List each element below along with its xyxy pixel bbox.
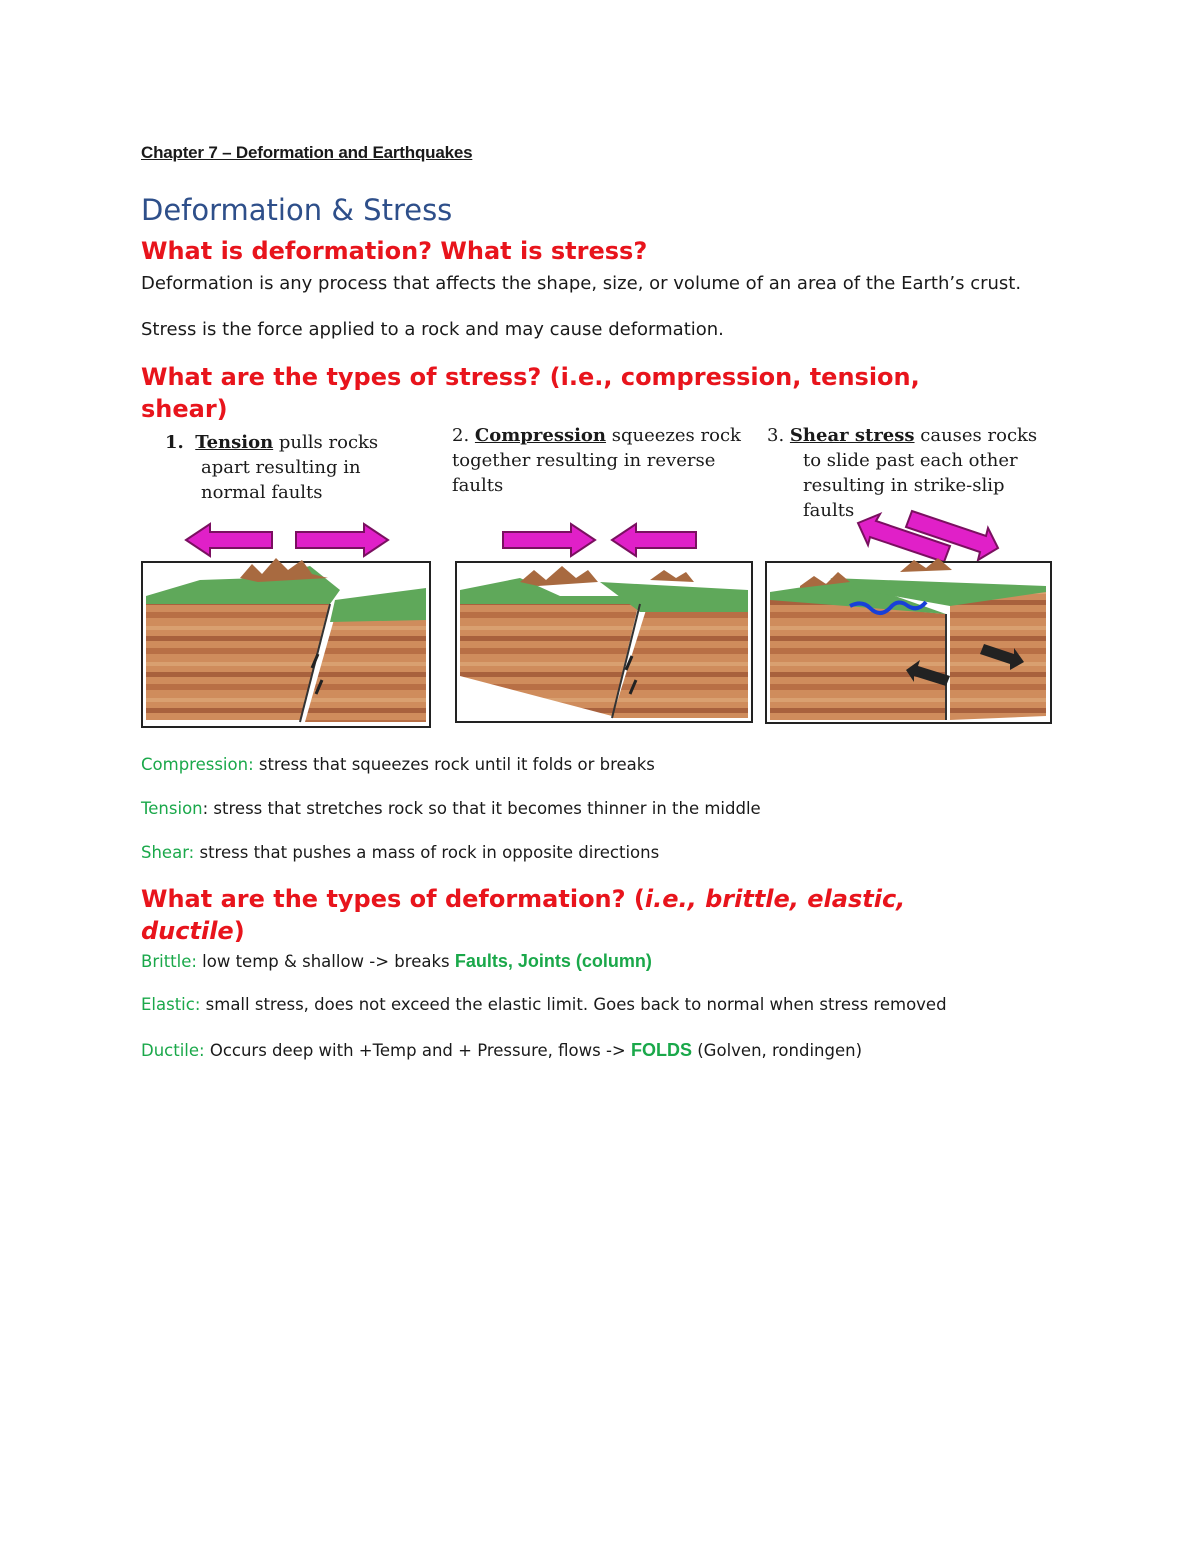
heading-line-1: What are the types of stress? (i.e., compression, tension, (141, 363, 920, 391)
heading-text: What are the types of deformation? ( (141, 885, 645, 913)
term-label: Tension (141, 799, 203, 818)
caption-number: 2. (452, 425, 470, 446)
term-label: Brittle: (141, 952, 197, 971)
heading-line-2: shear) (141, 395, 228, 423)
caption-term: Tension (195, 432, 274, 453)
term-label: Shear: (141, 843, 195, 862)
deformation-type-brittle (141, 951, 652, 972)
caption-text: causes rocks (914, 425, 1038, 446)
stress-definition: Stress is the force applied to a rock and may cause deformation. (141, 319, 724, 340)
term-separator: : (202, 799, 209, 818)
question-heading-types-of-deformation (141, 883, 905, 947)
term-text: small stress, does not exceed the elastic limit. Goes back to normal when stress removed (200, 995, 947, 1014)
deformation-type-ductile (141, 1040, 862, 1061)
shear-block-diagram (766, 558, 1051, 723)
heading-examples: ductile (141, 917, 234, 945)
stress-type-shear (141, 843, 659, 862)
stress-types-figure (0, 0, 1200, 760)
question-heading-deformation-stress: What is deformation? What is stress? (141, 237, 648, 265)
term-text-after: (Golven, rondingen) (692, 1041, 863, 1060)
caption-term: Compression (474, 425, 607, 446)
deformation-definition: Deformation is any process that affects the shape, size, or volume of an area of the Earth’s crust. (141, 273, 1022, 294)
caption-line: apart resulting in (201, 457, 361, 478)
term-emphasis: FOLDS (631, 1040, 692, 1060)
chapter-title: Chapter 7 – Deformation and Earthquakes (141, 143, 473, 162)
stress-type-compression (141, 755, 655, 774)
caption-text: squeezes rock (606, 425, 741, 446)
caption-line: to slide past each other (803, 450, 1018, 471)
deformation-type-elastic (141, 995, 947, 1014)
shear-arrows-icon (858, 511, 998, 562)
term-text: Occurs deep with +Temp and + Pressure, flows -> (204, 1041, 631, 1060)
compression-arrows-icon (503, 524, 696, 556)
tension-block-diagram (142, 558, 430, 727)
term-text: low temp & shallow -> breaks (196, 952, 455, 971)
caption-line: faults (803, 500, 855, 521)
caption-number: 1. (165, 432, 184, 453)
term-label: Compression: (141, 755, 254, 774)
heading-close: ) (233, 917, 245, 945)
tension-arrows-icon (186, 524, 388, 556)
term-text: stress that stretches rock so that it becomes thinner in the middle (208, 799, 761, 818)
caption-line: resulting in strike-slip (803, 475, 1005, 496)
heading-examples: i.e., brittle, elastic, (644, 885, 906, 913)
section-title: Deformation & Stress (141, 193, 453, 227)
term-text: stress that squeezes rock until it folds or breaks (253, 755, 655, 774)
term-text: stress that pushes a mass of rock in opposite directions (194, 843, 660, 862)
caption-text: pulls rocks (273, 432, 379, 453)
caption-line: faults (452, 475, 504, 496)
term-label: Ductile: (141, 1041, 205, 1060)
stress-type-tension (141, 799, 761, 818)
term-label: Elastic: (141, 995, 201, 1014)
caption-line: normal faults (201, 482, 323, 503)
caption-line: together resulting in reverse (452, 450, 716, 471)
caption-number: 3. (767, 425, 785, 446)
compression-block-diagram (456, 562, 752, 722)
caption-term: Shear stress (789, 425, 915, 446)
term-emphasis: Faults, Joints (column) (454, 951, 652, 971)
